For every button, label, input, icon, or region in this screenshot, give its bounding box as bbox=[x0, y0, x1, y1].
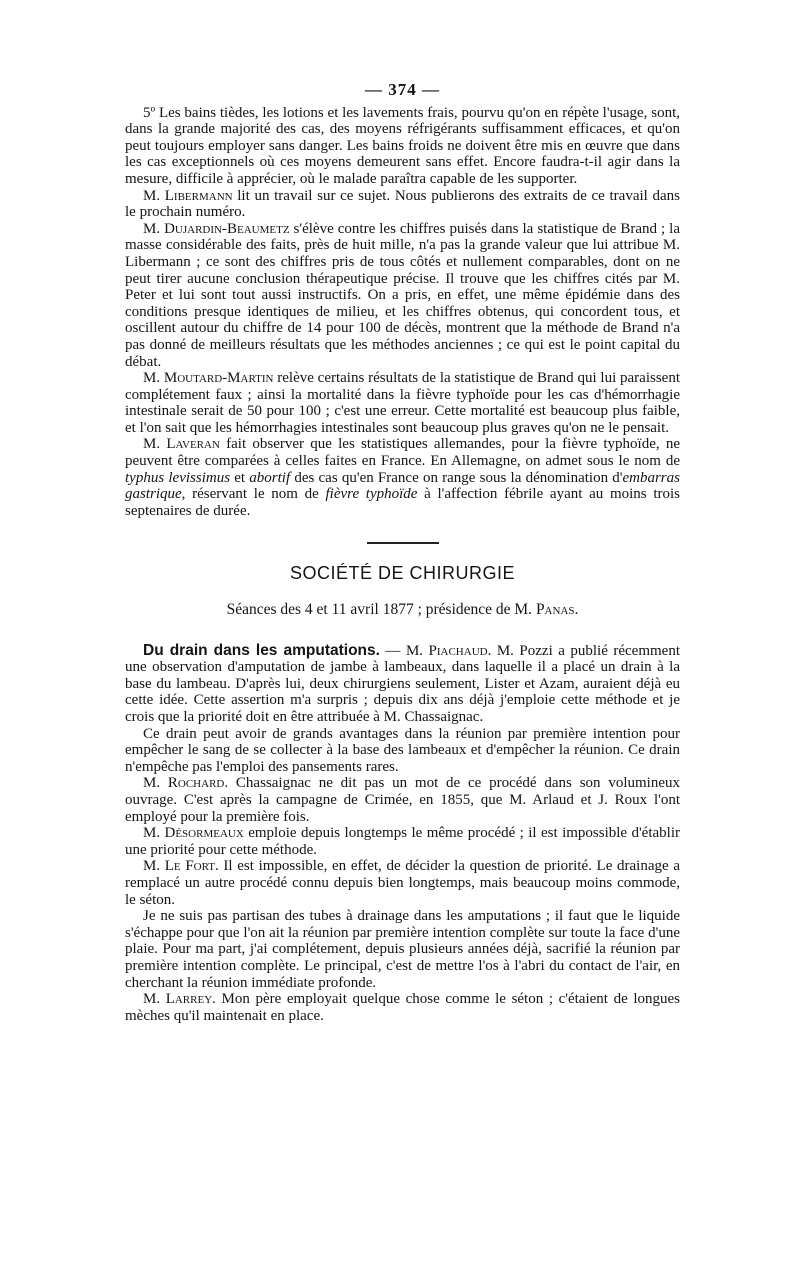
paragraph-bains: 5º Les bains tièdes, les lotions et les lavements frais, pourvu qu'on en répète l'usage, sont, dans la grande majorité des cas, des moyens réfrigérants suffisamment efficaces, et qu'on peut toujours employer sans danger. Les bains froids ne doivent être mis en œuvre que dans les cas exceptionnels où ces moyens demeurent sans effet. Encore faudra-t-il agir dans la mesure, difficile à apprécier, où le malade paraîtra capable de les supporter. bbox=[125, 104, 680, 187]
speaker-name: M. Laveran bbox=[143, 436, 220, 453]
text-run: , réservant le nom de bbox=[181, 486, 326, 503]
paragraph-text: . Chassaignac ne dit pas un mot de ce procédé dans son volumineux ouvrage. C'est après la campagne de Crimée, en 1855, que M. Arlaud et J. Roux l'ont employé pour la première fois. bbox=[125, 775, 680, 825]
paragraph-drain bbox=[125, 643, 680, 726]
italic-term: typhus levissimus bbox=[125, 469, 231, 486]
speaker-name: M. Larrey bbox=[143, 991, 213, 1008]
paragraph-libermann bbox=[125, 188, 680, 221]
section-divider bbox=[367, 542, 439, 544]
session-subtitle bbox=[125, 602, 680, 619]
speaker-name: M. Rochard bbox=[143, 775, 225, 792]
paragraph-dujardin bbox=[125, 221, 680, 370]
article-title: Du drain dans les amputations. bbox=[143, 641, 380, 659]
speaker-name: M. Libermann bbox=[143, 187, 233, 204]
paragraph-lefort-2: Je ne suis pas partisan des tubes à drainage dans les amputations ; il faut que le liquide s'échappe pour que l'on ait la réunion par première intention complète sur toute la face d'une plaie. Pour ma part, j'ai complétement, depuis plusieurs années déjà, sacrifié la réunion par première intention complète. Le principal, c'est de mettre l'os à l'abri du contact de l'air, en cherchant la réunion immédiate profonde. bbox=[125, 908, 680, 991]
text-run: des cas qu'en France on range sous la dénomination d' bbox=[290, 469, 623, 486]
speaker-name: M. Désormeaux bbox=[143, 825, 244, 842]
paragraph-rochard bbox=[125, 775, 680, 825]
text-run: fait observer que les statistiques allemandes, pour la fièvre typhoïde, ne peuvent être comparées à celles faites en France. En Allemagne, on admet sous le nom de bbox=[125, 436, 681, 470]
paragraph-larrey bbox=[125, 991, 680, 1024]
dash: — bbox=[379, 642, 406, 659]
text-run: et bbox=[230, 469, 250, 486]
speaker-name: M. Le Fort bbox=[143, 858, 215, 875]
paragraph-text: lit un travail sur ce sujet. Nous publierons des extraits de ce travail dans le prochain numéro. bbox=[125, 187, 680, 221]
paragraph-laveran bbox=[125, 436, 680, 519]
speaker-name: M. Dujardin-Beaumetz bbox=[143, 220, 290, 237]
section-title: SOCIÉTÉ DE CHIRURGIE bbox=[289, 563, 516, 584]
speaker-name: M. Moutard-Martin bbox=[143, 370, 274, 387]
speaker-name: M. Piachaud bbox=[405, 642, 488, 659]
document-page bbox=[125, 82, 680, 1024]
paragraph-lefort bbox=[125, 858, 680, 908]
paragraph-moutard bbox=[125, 370, 680, 436]
paragraph-text: s'élève contre les chiffres puisés dans la statistique de Brand ; la masse considérable des faits, près de huit mille, n'a pas la grande valeur que lui attribue M. Libermann ; ce sont des chiffres pris de tous côtés et nullement comparables, dont on ne peut tirer aucune conclusion thérapeutique précise. Il trouve que les chiffres cités par M. Peter et lui sont tout aussi instructifs. On a pris, en effet, une même épidémie dans des conditions presque identiques de milieu, et les chiffres obtenus, qui concordent tous, et oscillent autour du chiffre de 14 pour 100 de décès, montrent que la méthode de Brand n'a pas donné de meilleurs résultats que les méthodes anciennes ; ce qui est le point capital du débat. bbox=[125, 220, 681, 370]
italic-term: fièvre typhoïde bbox=[325, 486, 418, 503]
italic-term: abortif bbox=[249, 469, 291, 486]
paragraph-desormeaux bbox=[125, 825, 680, 858]
page-number: — 374 — bbox=[365, 80, 440, 99]
paragraph-text: relève certains résultats de la statistique de Brand qui lui paraissent complétement faux ; ainsi la mortalité dans la fièvre typhoïde pour les cas d'hémorrhagie intestinale serait de 50 pour 100 ; c'est une erreur. Cette mortalité est beaucoup plus faible, et l'on sait que les hémorrhagies intestinales sont beaucoup plus graves qu'on ne le pensait. bbox=[125, 370, 681, 436]
italic-term: embarras gastrique bbox=[125, 469, 680, 503]
text-run: à l'affection fébrile ayant au moins trois septenaires de durée. bbox=[125, 486, 680, 519]
president-name: Panas bbox=[535, 601, 575, 619]
paragraph-drain-2: Ce drain peut avoir de grands avantages dans la réunion par première intention pour empêcher le sang de se collecter à la base des lambeaux et d'empêcher la réunion. Ce drain n'empêche pas l'emploi des pansements rares. bbox=[125, 725, 680, 775]
subtitle-text: Séances des 4 et 11 avril 1877 ; présidence de M. bbox=[226, 601, 536, 619]
paragraph-text: . M. Pozzi a publié récemment une observation d'amputation de jambe à lambeaux, dans laquelle il a placé un drain à la base du lambeau. D'après lui, deux chirurgiens seulement, Lister et Azam, auraient déjà eu cette idée. Cette assertion m'a surpris ; depuis dix ans déjà j'emploie cette méthode et je crois que la priorité doit en être attribuée à M. Chassaignac. bbox=[125, 642, 681, 725]
paragraph-text: emploie depuis longtemps le même procédé ; il est impossible d'établir une priorité pour cette méthode. bbox=[125, 825, 680, 858]
subtitle-end: . bbox=[574, 601, 579, 619]
paragraph-text: . Mon père employait quelque chose comme le séton ; c'étaient de longues mèches qu'il maintenait en place. bbox=[125, 991, 681, 1024]
paragraph-text: . Il est impossible, en effet, de décider la question de priorité. Le drainage a remplacé un autre procédé connu depuis bien longtemps, mais beaucoup moins commode, le séton. bbox=[125, 858, 680, 908]
